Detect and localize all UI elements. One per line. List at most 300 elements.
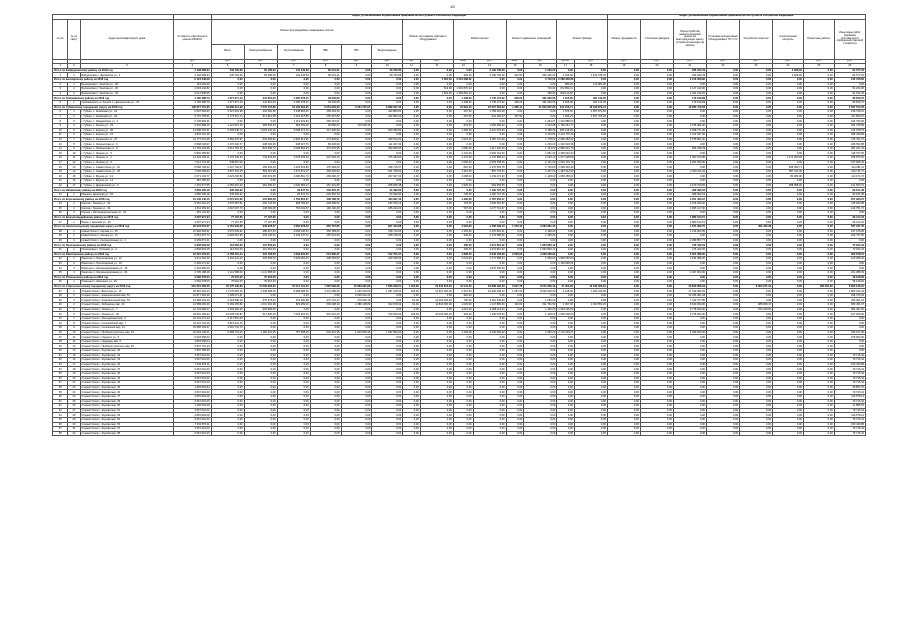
value-cell: 0,00 xyxy=(640,422,673,427)
value-cell: 0,00 xyxy=(607,156,640,161)
row-index: 2 xyxy=(68,206,80,211)
value-cell: 0,00 xyxy=(803,179,834,184)
value-cell: 1 964 863,12 xyxy=(524,247,557,252)
address-cell: Старый Оскол г, Жукова мкр, 50 xyxy=(80,404,174,409)
address-cell: Старый Оскол г, Жукова мкр, 33 xyxy=(80,358,174,363)
value-cell: 3 667 010,00 xyxy=(174,358,211,363)
value-cell: 0,00 xyxy=(773,91,804,96)
value-cell: 0,00 xyxy=(473,179,506,184)
value-cell: 0,00 xyxy=(574,408,607,413)
value-cell: 0,00 xyxy=(707,206,740,211)
value-cell: 0,00 xyxy=(341,234,372,239)
value-cell: 0,00 xyxy=(803,303,834,308)
units-cell: куб.м. xyxy=(557,59,575,64)
value-cell: 110 081,00 xyxy=(574,82,607,87)
value-cell: 0,00 xyxy=(277,358,310,363)
value-cell: 3 706 960,31 xyxy=(174,119,211,124)
value-cell: 0,00 xyxy=(506,206,524,211)
value-cell: 2 580 958,66 xyxy=(558,78,574,82)
value-cell: 0,00 xyxy=(277,349,310,354)
value-cell: 1 063 232,16 xyxy=(244,128,277,133)
value-cell: 0,00 xyxy=(420,128,453,133)
value-cell: 333 678,02 xyxy=(372,303,403,308)
value-cell: 2 194 086,00 xyxy=(673,257,706,262)
value-cell: 0,00 xyxy=(673,381,706,386)
value-cell: 0,00 xyxy=(557,335,575,340)
value-cell: 1 447,00 xyxy=(453,156,473,161)
value-cell: 1 160 727,18 xyxy=(473,192,506,197)
value-cell: 0,00 xyxy=(403,100,421,105)
value-cell: 0,00 xyxy=(453,238,473,243)
value-cell: 0,00 xyxy=(607,413,640,418)
value-cell: 0,00 xyxy=(803,316,834,321)
value-cell: 0,00 xyxy=(244,87,277,92)
row-index: 5 xyxy=(68,128,80,133)
value-cell: 79 715,44 xyxy=(834,367,865,372)
value-cell: 780,00 xyxy=(524,91,557,96)
value-cell: 21 819 267,69 xyxy=(524,105,557,110)
value-cell: 0,00 xyxy=(640,353,673,358)
value-cell: 0,00 xyxy=(640,123,673,128)
value-cell: 0,00 xyxy=(506,243,524,248)
value-cell: 0,00 xyxy=(803,202,834,207)
value-cell: 0,00 xyxy=(341,353,372,358)
value-cell: 0,00 xyxy=(453,358,473,363)
value-cell: 13 668 204,49 xyxy=(174,298,211,303)
value-cell: 24 658 193,37 xyxy=(174,326,211,331)
value-cell: 0,00 xyxy=(673,422,706,427)
value-cell: 0,00 xyxy=(773,307,804,312)
column-number-cell: 15 xyxy=(506,64,524,69)
value-cell: 0,00 xyxy=(740,353,773,358)
value-cell: 0,00 xyxy=(803,427,834,432)
value-cell: 0,00 xyxy=(506,381,524,386)
value-cell: 0,00 xyxy=(607,179,640,184)
value-cell: 0,00 xyxy=(557,404,575,409)
value-cell: 0,00 xyxy=(773,349,804,354)
value-cell: 3 697 971,34 xyxy=(174,220,211,225)
value-cell: 0,00 xyxy=(607,183,640,188)
value-cell: 7 063 440,00 xyxy=(574,289,607,294)
value-cell: 0,00 xyxy=(773,358,804,363)
value-cell: 0,00 xyxy=(803,137,834,142)
value-cell: 0,00 xyxy=(803,211,834,216)
value-cell: 0,00 xyxy=(524,413,557,418)
value-cell: 1 108,00 xyxy=(524,312,557,317)
value-cell: 0,00 xyxy=(310,261,341,266)
value-cell: 0,00 xyxy=(453,385,473,390)
row-number: 4 xyxy=(53,91,68,96)
value-cell: 263 744,00 xyxy=(244,202,277,207)
value-cell: 2 156 294,00 xyxy=(673,202,706,207)
value-cell: 0,00 xyxy=(453,280,473,285)
value-cell: 0,00 xyxy=(244,371,277,376)
value-cell: 4 221 076,03 xyxy=(473,128,506,133)
value-cell: 0,00 xyxy=(244,192,277,197)
value-cell: 0,00 xyxy=(673,165,706,170)
value-cell: 0,00 xyxy=(420,160,453,165)
value-cell: 0,00 xyxy=(341,399,372,404)
row-index: 1 xyxy=(68,192,80,197)
value-cell: 0,00 xyxy=(803,160,834,165)
value-cell: 0,00 xyxy=(420,275,453,280)
value-cell: 0,00 xyxy=(277,326,310,331)
value-cell: 0,00 xyxy=(740,238,773,243)
value-cell: 0,00 xyxy=(310,427,341,432)
value-cell: 0,00 xyxy=(420,404,453,409)
address-cell: Новый Оскол г, Кирова ул., 35 xyxy=(80,229,174,234)
value-cell: 42 966 314,39 xyxy=(211,105,244,110)
row-number: 57 xyxy=(53,381,68,386)
value-cell: 2 230 059,62 xyxy=(473,330,506,335)
value-cell: 0,00 xyxy=(803,298,834,303)
value-cell: 2 172 235,07 xyxy=(558,330,574,334)
value-cell: 0,00 xyxy=(420,234,453,239)
value-cell: 0,00 xyxy=(640,137,673,142)
address-cell: Новый Оскол г, Кооперативная ул., 1 xyxy=(80,238,174,243)
value-cell: 0,00 xyxy=(673,385,706,390)
value-cell: 597,00 xyxy=(453,206,473,211)
value-cell: 0,00 xyxy=(803,206,834,211)
value-cell: 0,00 xyxy=(740,280,773,285)
value-cell: 0,00 xyxy=(453,326,473,331)
value-cell: 216 591 383,55 xyxy=(174,284,211,289)
value-cell: 0,00 xyxy=(420,252,453,257)
value-cell: 1 644 708,78 xyxy=(574,73,607,78)
column-number-cell: 22 xyxy=(707,64,740,69)
value-cell: 0,00 xyxy=(773,335,804,340)
value-cell: 336 726,69 xyxy=(211,68,244,73)
value-cell: 0,00 xyxy=(707,247,740,252)
value-cell: 2 965 614,66 xyxy=(277,137,310,142)
value-cell: 0,00 xyxy=(506,390,524,395)
value-cell: 0,00 xyxy=(277,413,310,418)
value-cell: 0,00 xyxy=(574,385,607,390)
value-cell: 0,00 xyxy=(707,280,740,285)
value-cell: 0,00 xyxy=(740,215,773,220)
value-cell: 0,00 xyxy=(673,339,706,344)
value-cell: 0,00 xyxy=(473,381,506,386)
value-cell: 69 414,42 xyxy=(834,220,865,225)
value-cell: 2 198,00 xyxy=(524,229,557,234)
value-cell: 0,00 xyxy=(244,321,277,326)
row-number: 32 xyxy=(53,257,68,262)
value-cell: 185 244,03 xyxy=(372,206,403,211)
value-cell: 79 715,44 xyxy=(834,417,865,422)
value-cell: 0,00 xyxy=(740,169,773,174)
value-cell: 2 008 771,00 xyxy=(673,128,706,133)
value-cell: 0,00 xyxy=(277,376,310,381)
value-cell: 119 578,14 xyxy=(834,394,865,399)
value-cell: 0,00 xyxy=(420,339,453,344)
value-cell: 0,00 xyxy=(803,119,834,124)
value-cell: 0,00 xyxy=(773,179,804,184)
value-cell: 0,00 xyxy=(506,77,524,82)
value-cell: 501 936,27 xyxy=(310,252,341,257)
value-cell: 3 378 000,00 xyxy=(673,312,706,317)
value-cell: 297 927,02 xyxy=(372,174,403,179)
address-cell: Старый Оскол г, Жукова мкр, 56 xyxy=(80,422,174,427)
value-cell: 384 407,00 xyxy=(834,307,865,312)
row-number: 14 xyxy=(53,146,68,151)
value-cell: 4 891 802,08 xyxy=(174,394,211,399)
value-cell: 0,00 xyxy=(773,266,804,271)
value-cell: 39 857,72 xyxy=(834,385,865,390)
value-cell: 0,00 xyxy=(803,197,834,202)
value-cell: 0,00 xyxy=(803,91,834,96)
value-cell: 8 988 088,00 xyxy=(277,289,310,294)
value-cell: 0,00 xyxy=(607,385,640,390)
value-cell: 79 715,44 xyxy=(834,381,865,386)
row-index: 5 xyxy=(68,307,80,312)
value-cell: 0,00 xyxy=(773,252,804,257)
value-cell: 0,00 xyxy=(640,385,673,390)
value-cell: 0,00 xyxy=(403,215,421,220)
value-cell: 0,00 xyxy=(277,362,310,367)
value-cell: 0,00 xyxy=(740,77,773,82)
value-cell: 793 000,00 xyxy=(372,312,403,317)
value-cell: 79 715,44 xyxy=(834,358,865,363)
value-cell: 0,00 xyxy=(310,344,341,349)
row-index: 16 xyxy=(68,358,80,363)
value-cell: 0,00 xyxy=(707,427,740,432)
value-cell: 179 619,89 xyxy=(673,100,706,105)
value-cell: 4 165 388,79 xyxy=(174,100,211,105)
value-cell: 0,00 xyxy=(420,316,453,321)
value-cell: 0,00 xyxy=(524,188,557,193)
value-cell: 0,00 xyxy=(341,422,372,427)
value-cell: 0,00 xyxy=(607,339,640,344)
row-number: 8 xyxy=(53,119,68,124)
row-number: 52 xyxy=(53,358,68,363)
row-index: 9 xyxy=(68,146,80,151)
value-cell: 1 934,21 xyxy=(557,114,575,119)
value-cell: 0,00 xyxy=(473,270,506,275)
value-cell: 0,00 xyxy=(673,179,706,184)
value-cell: 0,00 xyxy=(211,179,244,184)
value-cell: 104 793,96 xyxy=(834,119,865,124)
value-cell: 2 318 998,19 xyxy=(211,298,244,303)
value-cell: 438 788,79 xyxy=(310,197,341,202)
value-cell: 0,00 xyxy=(372,399,403,404)
value-cell: 1 502 960,00 xyxy=(211,307,244,312)
value-cell: 17 070 687,00 xyxy=(211,289,244,294)
value-cell: 1 127 413,00 xyxy=(673,87,706,92)
column-number-cell: 18 xyxy=(574,64,607,69)
value-cell: 0,00 xyxy=(310,77,341,82)
value-cell: 0,00 xyxy=(453,376,473,381)
value-cell: 0,00 xyxy=(310,151,341,156)
value-cell: 0,00 xyxy=(707,68,740,73)
value-cell: 0,00 xyxy=(244,238,277,243)
value-cell: 0,00 xyxy=(773,211,804,216)
value-cell: 318 712,00 xyxy=(372,229,403,234)
value-cell: 0,00 xyxy=(453,394,473,399)
value-cell: 688 388,00 xyxy=(773,183,804,188)
value-cell: 1 218 964,05 xyxy=(673,229,706,234)
value-cell: 0,00 xyxy=(341,376,372,381)
value-cell: 7 387 983,29 xyxy=(310,284,341,289)
value-cell: 0,00 xyxy=(640,252,673,257)
value-cell: 1 490,00 xyxy=(453,128,473,133)
subtotal-label: Итого по Ивнянскому району на 2018 год xyxy=(53,188,174,193)
value-cell: 0,00 xyxy=(607,298,640,303)
value-cell: 0,00 xyxy=(640,335,673,340)
value-cell: 0,00 xyxy=(506,238,524,243)
value-cell: 79 715,44 xyxy=(834,431,865,436)
value-cell: 0,00 xyxy=(557,394,575,399)
value-cell: 1 031 391,28 xyxy=(244,303,277,308)
value-cell: 309 008,00 xyxy=(372,146,403,151)
value-cell: 70 043,43 xyxy=(834,247,865,252)
value-cell: 0,00 xyxy=(607,133,640,138)
value-cell: 0,00 xyxy=(673,326,706,331)
value-cell: 2 370 562,78 xyxy=(473,165,506,170)
value-cell: 2 126 958,66 xyxy=(673,77,706,82)
value-cell: 0,00 xyxy=(707,211,740,216)
value-cell: 1 021,00 xyxy=(453,137,473,142)
value-cell: 0,00 xyxy=(740,252,773,257)
value-cell: 0,00 xyxy=(557,188,575,193)
value-cell: 0,00 xyxy=(341,307,372,312)
value-cell: 0,00 xyxy=(640,316,673,321)
row-number: 23 xyxy=(53,192,68,197)
value-cell: 248 396,03 xyxy=(310,202,341,207)
value-cell: 0,00 xyxy=(607,390,640,395)
units-cell: руб. xyxy=(372,59,403,64)
value-cell: 0,00 xyxy=(640,257,673,262)
value-cell: 0,00 xyxy=(574,390,607,395)
value-cell: 0,00 xyxy=(607,247,640,252)
value-cell: 306 678,51 xyxy=(834,252,865,257)
value-cell: 0,00 xyxy=(420,431,453,436)
value-cell: 0,00 xyxy=(834,321,865,326)
value-cell: 0,00 xyxy=(740,68,773,73)
address-cell: Старый Оскол г, Приборостроитель мкр, 26 xyxy=(80,344,174,349)
value-cell: 901 401,00 xyxy=(310,312,341,317)
row-number: 65 xyxy=(53,417,68,422)
row-number: 28 xyxy=(53,229,68,234)
row-number: 1 xyxy=(53,73,68,78)
row-number: 20 xyxy=(53,174,68,179)
value-cell: 0,00 xyxy=(640,105,673,110)
value-cell: 0,00 xyxy=(803,110,834,115)
value-cell: 1 387 418,00 xyxy=(372,289,403,294)
value-cell: 0,00 xyxy=(244,335,277,340)
value-cell: 0,00 xyxy=(640,289,673,294)
row-number: 38 xyxy=(53,293,68,298)
col-internal-group: Ремонт внутридомовых инженерных систем xyxy=(211,19,403,44)
value-cell: 0,00 xyxy=(403,91,421,96)
value-cell: 3 088 374,76 xyxy=(277,128,310,133)
value-cell: 89 496,00 xyxy=(310,142,341,147)
value-cell: 0,00 xyxy=(707,371,740,376)
value-cell: 0,00 xyxy=(420,413,453,418)
value-cell: 1 570 997,51 xyxy=(211,202,244,207)
value-cell: 0,00 xyxy=(574,142,607,147)
row-number: 68 xyxy=(53,431,68,436)
value-cell: 4 856 395,18 xyxy=(174,192,211,197)
subtotal-label: Итого по Бейдлуковскому району на 2018 год xyxy=(53,68,174,73)
value-cell: 106 671 751,65 xyxy=(174,105,211,110)
value-cell: 0,00 xyxy=(211,77,244,82)
value-cell: 244 661,00 xyxy=(244,96,277,101)
value-cell: 0,00 xyxy=(277,353,310,358)
value-cell: 0,00 xyxy=(420,417,453,422)
value-cell: 0,00 xyxy=(341,280,372,285)
value-cell: 0,00 xyxy=(557,238,575,243)
value-cell: 0,00 xyxy=(740,220,773,225)
value-cell: 0,00 xyxy=(524,183,557,188)
value-cell: 1 057 673,60 xyxy=(574,110,607,115)
value-cell: 0,00 xyxy=(574,156,607,161)
address-cell: Старый Оскол г, Жукова мкр, 45 xyxy=(80,381,174,386)
value-cell: 0,00 xyxy=(773,100,804,105)
value-cell: 0,00 xyxy=(574,174,607,179)
value-cell: 0,00 xyxy=(707,321,740,326)
value-cell: 1 438,00 xyxy=(453,100,473,105)
value-cell: 0,00 xyxy=(803,275,834,280)
value-cell: 0,00 xyxy=(244,376,277,381)
value-cell: 822,00 xyxy=(453,165,473,170)
row-index: 7 xyxy=(68,137,80,142)
value-cell: 0,00 xyxy=(707,100,740,105)
value-cell: 0,00 xyxy=(372,151,403,156)
value-cell: 0,00 xyxy=(341,367,372,372)
value-cell: 0,00 xyxy=(310,243,341,248)
value-cell: 617 820,00 xyxy=(244,312,277,317)
value-cell: 0,00 xyxy=(574,257,607,262)
address-cell: Старый Оскол г, Горького ул., 5 xyxy=(80,335,174,340)
value-cell: 0,00 xyxy=(773,289,804,294)
value-cell: 0,00 xyxy=(803,77,834,82)
value-cell: 0,00 xyxy=(341,243,372,248)
value-cell: 66 997 492,43 xyxy=(174,289,211,294)
value-cell: 0,00 xyxy=(473,394,506,399)
value-cell: 484 306,09 xyxy=(244,165,277,170)
address-cell: г. Губкин, с. Севастополь ул., 10 xyxy=(80,165,174,170)
value-cell: 6 051 963,20 xyxy=(310,105,341,110)
value-cell: 0,00 xyxy=(341,73,372,78)
value-cell: 0,00 xyxy=(473,399,506,404)
value-cell: 2 337 591,98 xyxy=(211,110,244,115)
value-cell: 0,00 xyxy=(403,367,421,372)
value-cell: 507 247,45 xyxy=(834,224,865,229)
value-cell: 0,00 xyxy=(277,367,310,372)
value-cell: 297,00 xyxy=(453,110,473,115)
value-cell: 0,00 xyxy=(310,247,341,252)
value-cell: 0,00 xyxy=(341,257,372,262)
value-cell: 59 762,85 xyxy=(372,73,403,78)
value-cell: 0,00 xyxy=(773,385,804,390)
value-cell: 2 239 137,11 xyxy=(277,234,310,239)
value-cell: 0,00 xyxy=(341,252,372,257)
value-cell: 1 750 854,27 xyxy=(277,197,310,202)
value-cell: 2 410,00 xyxy=(453,289,473,294)
value-cell: 0,00 xyxy=(453,417,473,422)
value-cell: 0,00 xyxy=(773,353,804,358)
value-cell: 3 667 010,00 xyxy=(174,376,211,381)
value-cell: 0,00 xyxy=(310,362,341,367)
value-cell: 0,00 xyxy=(473,422,506,427)
value-cell: 297,00 xyxy=(453,114,473,119)
value-cell: 0,00 xyxy=(277,266,310,271)
subtotal-label: Итого по Ровеньскому району на 2018 год xyxy=(53,275,174,280)
row-number: 5 xyxy=(53,100,68,105)
value-cell: 2 597 704,78 xyxy=(834,105,865,110)
row-index: 6 xyxy=(68,133,80,138)
value-cell: 0,00 xyxy=(557,385,575,390)
